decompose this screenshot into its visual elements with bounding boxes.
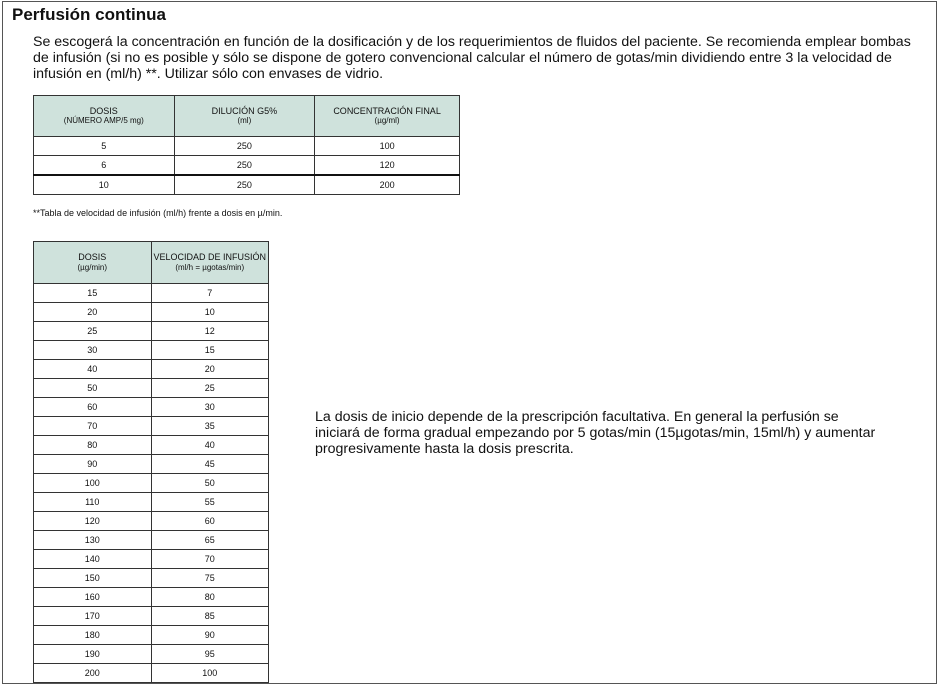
intro-paragraph: Se escogerá la concentración en función de la dosificación y de los requerimientos de fluidos del paciente. Se recomienda emplear bombas de infusión (si no es posible y sólo se dispone de gotero convencional calcular el número de gotas/min dividiendo entre 3 la velocidad de infusión en (ml/h) **. Utilizar sólo con envases de vidrio. <box>33 34 911 82</box>
table-cell: 35 <box>151 417 269 436</box>
table-cell: 50 <box>151 474 269 493</box>
table-cell: 30 <box>34 341 152 360</box>
table-cell: 60 <box>151 512 269 531</box>
header-sub: (NÚMERO AMP/5 mg) <box>63 116 144 125</box>
table-cell: 250 <box>174 156 315 176</box>
table-cell: 160 <box>34 588 152 607</box>
table-cell: 10 <box>151 303 269 322</box>
table-row <box>34 417 269 436</box>
table-row <box>34 322 269 341</box>
table-cell: 140 <box>34 550 152 569</box>
table-cell: 50 <box>34 379 152 398</box>
page-title: Perfusión continua <box>12 5 166 24</box>
table-row <box>34 398 269 417</box>
header-main: DOSIS <box>89 105 118 116</box>
table-row <box>34 569 269 588</box>
table-cell: 200 <box>315 175 460 195</box>
table-row <box>34 436 269 455</box>
table-cell: 15 <box>151 341 269 360</box>
header-main: DOSIS <box>78 252 107 262</box>
table-cell: 70 <box>151 550 269 569</box>
table-cell: 90 <box>34 455 152 474</box>
infusion-rate-table-body <box>34 284 269 683</box>
table-cell: 25 <box>34 322 152 341</box>
header-dosis <box>34 96 175 137</box>
table-cell: 55 <box>151 493 269 512</box>
header-sub: (ml/h = µgotas/min) <box>175 262 245 272</box>
header-main: CONCENTRACIÓN FINAL <box>333 105 441 116</box>
side-paragraph: La dosis de inicio depende de la prescripción facultativa. En general la perfusión se iniciará de forma gradual empezando por 5 gotas/min (15µgotas/min, 15ml/h) y aumentar progresivamente hasta la dosis prescrita. <box>315 409 876 457</box>
table-row <box>34 550 269 569</box>
table-cell: 40 <box>151 436 269 455</box>
table-cell: 85 <box>151 607 269 626</box>
table-cell: 150 <box>34 569 152 588</box>
table-cell: 6 <box>34 156 175 176</box>
table-cell: 5 <box>34 137 175 156</box>
table-row <box>34 156 460 176</box>
table-row <box>34 137 460 156</box>
header-sub: (ml) <box>237 116 252 125</box>
table-cell: 15 <box>34 284 152 303</box>
table-row <box>34 379 269 398</box>
table-cell: 70 <box>34 417 152 436</box>
table-cell: 90 <box>151 626 269 645</box>
table-note: **Tabla de velocidad de infusión (ml/h) frente a dosis en µ/min. <box>33 208 283 218</box>
table-cell: 100 <box>315 137 460 156</box>
table-row <box>34 588 269 607</box>
table-cell: 20 <box>151 360 269 379</box>
table-cell: 100 <box>34 474 152 493</box>
table-header-row <box>34 96 460 137</box>
table-cell: 45 <box>151 455 269 474</box>
header-sub: (µg/ml) <box>374 116 400 125</box>
table-row <box>34 493 269 512</box>
table-cell: 25 <box>151 379 269 398</box>
table-cell: 80 <box>151 588 269 607</box>
table-row <box>34 531 269 550</box>
header-concentracion <box>315 96 460 137</box>
header-main: VELOCIDAD DE INFUSIÓN <box>153 252 267 262</box>
table-row <box>34 474 269 493</box>
document-frame <box>2 1 937 684</box>
table-row <box>34 360 269 379</box>
table-cell: 120 <box>315 156 460 176</box>
table-row <box>34 175 460 195</box>
table-row <box>34 303 269 322</box>
table-row <box>34 607 269 626</box>
table-row <box>34 455 269 474</box>
table-row <box>34 284 269 303</box>
header-velocidad <box>151 242 269 284</box>
table-cell: 170 <box>34 607 152 626</box>
table-cell: 20 <box>34 303 152 322</box>
concentration-table-body <box>34 137 460 195</box>
table-cell: 110 <box>34 493 152 512</box>
infusion-rate-table <box>33 241 269 683</box>
header-dosis <box>34 242 152 284</box>
table-row <box>34 341 269 360</box>
table-cell: 250 <box>174 137 315 156</box>
header-main: DILUCIÓN G5% <box>211 105 278 116</box>
table-row <box>34 512 269 531</box>
header-dilucion <box>174 96 315 137</box>
table-cell: 130 <box>34 531 152 550</box>
table-cell: 100 <box>151 664 269 683</box>
table-cell: 250 <box>174 175 315 195</box>
table-row <box>34 664 269 683</box>
table-cell: 7 <box>151 284 269 303</box>
table-cell: 190 <box>34 645 152 664</box>
table-cell: 12 <box>151 322 269 341</box>
table-cell: 200 <box>34 664 152 683</box>
concentration-table <box>33 95 460 195</box>
table-cell: 95 <box>151 645 269 664</box>
header-sub: (µg/min) <box>77 262 107 272</box>
table-cell: 80 <box>34 436 152 455</box>
table-cell: 10 <box>34 175 175 195</box>
table-cell: 180 <box>34 626 152 645</box>
table-cell: 65 <box>151 531 269 550</box>
table-cell: 60 <box>34 398 152 417</box>
table-cell: 40 <box>34 360 152 379</box>
table-cell: 30 <box>151 398 269 417</box>
table-row <box>34 645 269 664</box>
table-cell: 120 <box>34 512 152 531</box>
table-header-row <box>34 242 269 284</box>
table-cell: 75 <box>151 569 269 588</box>
table-row <box>34 626 269 645</box>
